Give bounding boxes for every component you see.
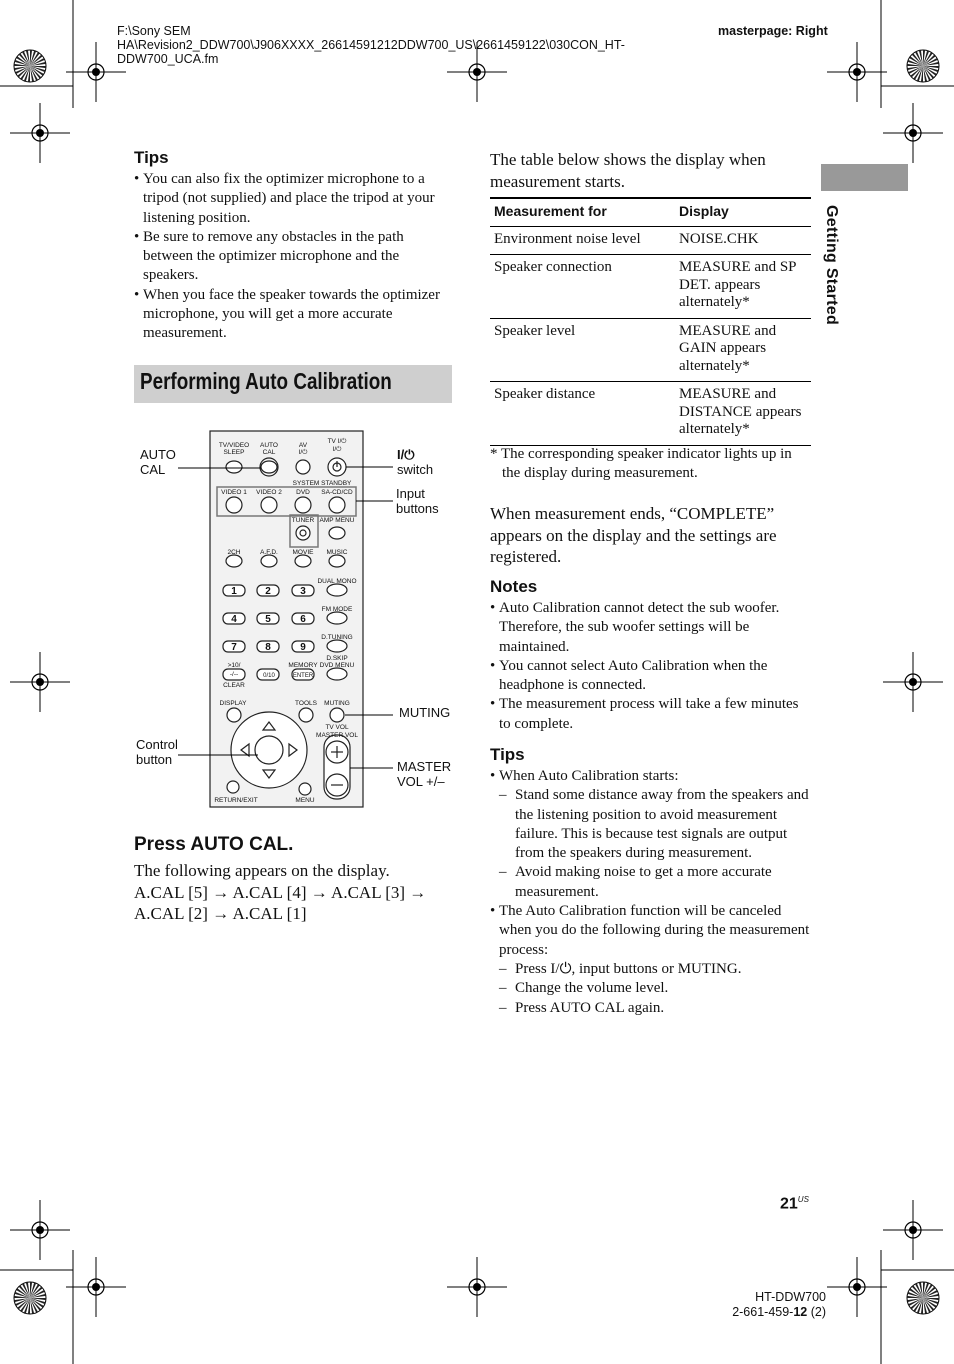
svg-text:3: 3 xyxy=(300,586,306,597)
svg-text:ENTER: ENTER xyxy=(292,673,314,679)
svg-text:5: 5 xyxy=(265,614,271,625)
tip2-sublist xyxy=(490,960,812,1018)
tips-section xyxy=(134,148,452,344)
section-tab-label: Getting Started xyxy=(823,205,840,326)
svg-text:FM MODE: FM MODE xyxy=(321,606,353,613)
svg-text:DVD MENU: DVD MENU xyxy=(319,662,355,669)
table-row: Speaker connection MEASURE and SP DET. appears alternately* xyxy=(490,255,811,319)
note-item: • The measurement process will take a few minutes to complete. xyxy=(490,695,812,734)
callout-auto-cal: AUTO CAL xyxy=(140,447,176,477)
notes-section xyxy=(490,577,812,734)
tip2-subitem: – Stand some distance away from the speakers and the listening position to avoid measurement failure. This is because test signals are output from the speakers during measurement. xyxy=(490,786,812,863)
svg-text:DISPLAY: DISPLAY xyxy=(219,700,247,707)
tip2-item: • The Auto Calibration function will be canceled when you do the following during the measurement process: – Press I/⏻, input buttons or MUTING. – Change the volume level. – Press AUTO CAL again. xyxy=(490,902,812,1018)
masterpage-label: masterpage: Right xyxy=(718,24,828,38)
table-header-row xyxy=(490,198,811,226)
svg-text:MEMORY: MEMORY xyxy=(288,662,318,669)
svg-text:0/10: 0/10 xyxy=(263,673,275,679)
model-number: HT-DDW700 xyxy=(755,1290,826,1304)
note-item: • You cannot select Auto Calibration when the headphone is connected. xyxy=(490,657,812,696)
svg-text:MUTING: MUTING xyxy=(324,700,350,707)
tips2-section xyxy=(490,745,812,1018)
svg-text:MUSIC: MUSIC xyxy=(326,549,348,556)
svg-text:I/⏻: I/⏻ xyxy=(298,449,308,456)
svg-text:CLEAR: CLEAR xyxy=(223,682,245,689)
svg-text:AV: AV xyxy=(298,442,308,449)
svg-text:>10/: >10/ xyxy=(227,662,241,669)
footer-model-info xyxy=(700,1290,826,1320)
complete-paragraph: When measurement ends, “COMPLETE” appears on the display and the settings are registered. xyxy=(490,504,777,566)
step-heading: Press AUTO CAL. xyxy=(134,834,294,855)
tip2-subitem: – Avoid making noise to get a more accurate measurement. xyxy=(490,863,812,902)
svg-text:I/⏻: I/⏻ xyxy=(332,446,342,453)
tips2-heading: Tips xyxy=(490,745,525,764)
file-path: F:\Sony SEM HA\Revision2_DDW700\J906XXXX_26614591212DDW700_US\2661459122\030CON_HT- DDW700_UCA.fm xyxy=(117,24,625,66)
table-row: Environment noise level NOISE.CHK xyxy=(490,226,811,255)
column-header: Measurement for xyxy=(490,198,675,226)
tips-list xyxy=(134,170,452,344)
svg-text:D.TUNING: D.TUNING xyxy=(321,634,353,641)
column-header: Display xyxy=(675,198,811,226)
svg-text:RETURN/EXIT: RETURN/EXIT xyxy=(214,797,258,804)
svg-text:1: 1 xyxy=(231,586,237,597)
callout-master-vol: MASTER VOL +/– xyxy=(397,759,452,789)
svg-text:TOOLS: TOOLS xyxy=(295,700,317,707)
svg-text:A.F.D.: A.F.D. xyxy=(260,549,278,556)
tips2-list xyxy=(490,767,812,1018)
svg-text:7: 7 xyxy=(231,642,237,653)
tip-item: • When you face the speaker towards the optimizer microphone, you will get a more accurate measurement. xyxy=(134,286,452,344)
svg-text:TV VOL: TV VOL xyxy=(325,724,349,731)
svg-text:-/--: -/-- xyxy=(229,671,239,678)
table-row: Speaker level MEASURE and GAIN appears alternately* xyxy=(490,318,811,382)
svg-text:VIDEO 2: VIDEO 2 xyxy=(256,489,282,496)
tip2-subitem: – Press I/⏻, input buttons or MUTING. xyxy=(490,960,812,979)
measurement-table xyxy=(490,197,811,446)
press-step xyxy=(134,834,464,925)
svg-text:2: 2 xyxy=(265,586,271,597)
svg-text:6: 6 xyxy=(300,614,306,625)
tip-item: • You can also fix the optimizer microphone to a tripod (not supplied) and place the tripod at your listening position. xyxy=(134,170,452,228)
svg-text:AUTO: AUTO xyxy=(260,442,278,449)
svg-text:MOVIE: MOVIE xyxy=(292,549,314,556)
step-body: The following appears on the display. A.CAL [5] → A.CAL [4] → A.CAL [3] → A.CAL [2] → A.CAL [1] xyxy=(134,861,427,923)
svg-text:SLEEP: SLEEP xyxy=(223,449,245,456)
svg-text:SA-CD/CD: SA-CD/CD xyxy=(321,489,353,496)
tip2-item: • When Auto Calibration starts: – Stand some distance away from the speakers and the listening position to avoid measurement failure. This is because test signals are output from the speakers during measurement. – Avoid making noise to get a more accurate measurement. xyxy=(490,767,812,902)
svg-text:DUAL MONO: DUAL MONO xyxy=(317,578,357,585)
callout-power-switch: I/⏻ switch xyxy=(397,447,434,477)
svg-text:TV I/⏻: TV I/⏻ xyxy=(327,438,347,445)
tip2-subitem: – Press AUTO CAL again. xyxy=(490,999,812,1018)
svg-text:8: 8 xyxy=(265,642,271,653)
tip-item: • Be sure to remove any obstacles in the path between the optimizer microphone and the speakers. xyxy=(134,228,452,286)
tip2-sublist xyxy=(490,786,812,902)
table-footnote: * The corresponding speaker indicator lights up in the display during measurement. xyxy=(490,446,792,482)
note-item: • Auto Calibration cannot detect the sub woofer. Therefore, the sub woofer settings will be maintained. xyxy=(490,599,812,657)
svg-text:2CH: 2CH xyxy=(227,549,241,556)
table-intro: The table below shows the display when measurement starts. xyxy=(490,150,766,191)
notes-heading: Notes xyxy=(490,577,538,596)
svg-text:9: 9 xyxy=(300,642,306,653)
table-row: Speaker distance MEASURE and DISTANCE appears alternately* xyxy=(490,382,811,446)
svg-text:TV/VIDEO: TV/VIDEO xyxy=(218,442,250,449)
notes-list xyxy=(490,599,812,734)
part-code: 2-661-459-12 (2) xyxy=(732,1305,826,1319)
svg-text:CAL: CAL xyxy=(262,449,276,456)
callout-input-buttons: Input buttons xyxy=(396,486,439,516)
svg-text:D.SKIP: D.SKIP xyxy=(326,655,348,662)
page-number: $21^{US}$ xyxy=(780,1195,809,1213)
callout-control-button: Control button xyxy=(136,737,178,767)
svg-text:4: 4 xyxy=(231,614,237,625)
svg-text:MENU: MENU xyxy=(295,797,315,804)
tips-heading: Tips xyxy=(134,148,169,167)
callout-muting: MUTING xyxy=(399,705,451,720)
section-title: Performing Auto Calibration xyxy=(140,368,392,394)
svg-text:SYSTEM STANDBY: SYSTEM STANDBY xyxy=(292,480,352,487)
measurement-table-wrap xyxy=(490,197,811,446)
svg-text:VIDEO 1: VIDEO 1 xyxy=(221,489,247,496)
svg-text:TUNER: TUNER xyxy=(291,517,315,524)
svg-text:AMP MENU: AMP MENU xyxy=(319,517,355,524)
tip2-subitem: – Change the volume level. xyxy=(490,979,812,998)
svg-text:DVD: DVD xyxy=(296,489,310,496)
section-tab-bar xyxy=(821,164,908,191)
svg-text:MASTER VOL: MASTER VOL xyxy=(316,732,358,739)
